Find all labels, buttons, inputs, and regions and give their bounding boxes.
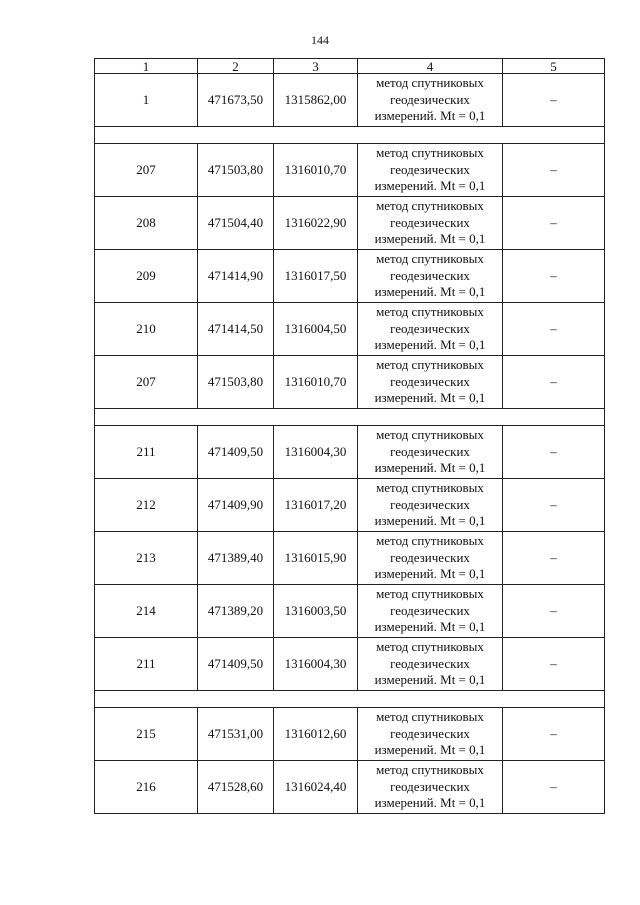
method-line: метод спутниковых [376,427,484,443]
y-coordinate-cell: 1316004,30 [274,426,358,479]
column-header-3: 3 [274,59,358,74]
y-coordinate-cell: 1316012,60 [274,708,358,761]
x-coordinate-cell: 471389,40 [198,532,274,585]
x-coordinate-cell: 471503,80 [198,144,274,197]
method-line: измерений. Mt = 0,1 [374,337,486,353]
y-coordinate-cell: 1316024,40 [274,761,358,814]
method-line: геодезических [390,214,470,230]
table-row [95,532,605,585]
method-cell [358,250,503,303]
point-number-cell: 210 [95,303,198,356]
method-cell [358,426,503,479]
column-header-4: 4 [358,59,503,74]
method-line: метод спутниковых [376,304,484,320]
method-line: измерений. Mt = 0,1 [374,284,486,300]
group-separator-row [95,691,605,708]
point-number-cell: 212 [95,479,198,532]
x-coordinate-cell: 471673,50 [198,74,274,127]
table-body [95,59,605,814]
method-line: геодезических [390,725,470,741]
column-header-1: 1 [95,59,198,74]
method-line: метод спутниковых [376,586,484,602]
note-cell: – [503,585,605,638]
method-line: геодезических [390,655,470,671]
note-cell: – [503,532,605,585]
x-coordinate-cell: 471414,90 [198,250,274,303]
y-coordinate-cell: 1315862,00 [274,74,358,127]
method-line: измерений. Mt = 0,1 [374,390,486,406]
note-cell: – [503,356,605,409]
table-row [95,426,605,479]
method-line: измерений. Mt = 0,1 [374,460,486,476]
method-line: измерений. Mt = 0,1 [374,178,486,194]
y-coordinate-cell: 1316004,30 [274,638,358,691]
table-row [95,356,605,409]
x-coordinate-cell: 471503,80 [198,356,274,409]
group-separator-row [95,409,605,426]
method-line: геодезических [390,496,470,512]
method-line: метод спутниковых [376,762,484,778]
point-number-cell: 216 [95,761,198,814]
point-number-cell: 211 [95,638,198,691]
method-line: измерений. Mt = 0,1 [374,742,486,758]
method-cell [358,197,503,250]
method-line: геодезических [390,373,470,389]
table-row [95,479,605,532]
table-row [95,144,605,197]
note-cell: – [503,144,605,197]
page-number: 144 [311,33,329,47]
method-line: метод спутниковых [376,357,484,373]
method-line: измерений. Mt = 0,1 [374,513,486,529]
point-number-cell: 215 [95,708,198,761]
y-coordinate-cell: 1316017,20 [274,479,358,532]
method-line: геодезических [390,443,470,459]
y-coordinate-cell: 1316017,50 [274,250,358,303]
point-number-cell: 207 [95,356,198,409]
method-line: метод спутниковых [376,533,484,549]
table-row [95,74,605,127]
method-line: измерений. Mt = 0,1 [374,672,486,688]
x-coordinate-cell: 471409,50 [198,638,274,691]
method-cell [358,479,503,532]
point-number-cell: 1 [95,74,198,127]
note-cell: – [503,74,605,127]
point-number-cell: 211 [95,426,198,479]
x-coordinate-cell: 471409,50 [198,426,274,479]
group-separator-row [95,127,605,144]
method-line: метод спутниковых [376,480,484,496]
table-row [95,585,605,638]
y-coordinate-cell: 1316004,50 [274,303,358,356]
method-line: измерений. Mt = 0,1 [374,619,486,635]
method-cell [358,303,503,356]
note-cell: – [503,303,605,356]
table-row [95,250,605,303]
note-cell: – [503,250,605,303]
x-coordinate-cell: 471528,60 [198,761,274,814]
method-line: геодезических [390,161,470,177]
point-number-cell: 214 [95,585,198,638]
method-line: метод спутниковых [376,639,484,655]
method-line: измерений. Mt = 0,1 [374,231,486,247]
method-line: измерений. Mt = 0,1 [374,108,486,124]
point-number-cell: 207 [95,144,198,197]
method-cell [358,532,503,585]
method-cell [358,356,503,409]
y-coordinate-cell: 1316010,70 [274,144,358,197]
note-cell: – [503,708,605,761]
table-row [95,303,605,356]
x-coordinate-cell: 471409,90 [198,479,274,532]
y-coordinate-cell: 1316015,90 [274,532,358,585]
method-line: геодезических [390,320,470,336]
note-cell: – [503,479,605,532]
method-line: метод спутниковых [376,198,484,214]
method-line: метод спутниковых [376,145,484,161]
table-header-row [95,59,605,74]
method-cell [358,585,503,638]
x-coordinate-cell: 471389,20 [198,585,274,638]
group-separator-cell [95,127,605,144]
method-line: измерений. Mt = 0,1 [374,566,486,582]
table-row [95,761,605,814]
y-coordinate-cell: 1316010,70 [274,356,358,409]
method-line: геодезических [390,549,470,565]
method-line: метод спутниковых [376,75,484,91]
column-header-2: 2 [198,59,274,74]
note-cell: – [503,638,605,691]
method-line: метод спутниковых [376,251,484,267]
note-cell: – [503,761,605,814]
x-coordinate-cell: 471504,40 [198,197,274,250]
method-line: измерений. Mt = 0,1 [374,795,486,811]
group-separator-cell [95,409,605,426]
method-cell [358,74,503,127]
method-line: метод спутниковых [376,709,484,725]
point-number-cell: 213 [95,532,198,585]
method-line: геодезических [390,602,470,618]
method-cell [358,761,503,814]
note-cell: – [503,197,605,250]
y-coordinate-cell: 1316022,90 [274,197,358,250]
method-line: геодезических [390,267,470,283]
x-coordinate-cell: 471414,50 [198,303,274,356]
method-line: геодезических [390,91,470,107]
y-coordinate-cell: 1316003,50 [274,585,358,638]
x-coordinate-cell: 471531,00 [198,708,274,761]
table-row [95,708,605,761]
method-cell [358,708,503,761]
column-header-5: 5 [503,59,605,74]
table-row [95,638,605,691]
method-cell [358,638,503,691]
group-separator-cell [95,691,605,708]
method-line: геодезических [390,778,470,794]
point-number-cell: 209 [95,250,198,303]
coordinates-table [94,58,605,814]
table-row [95,197,605,250]
note-cell: – [503,426,605,479]
point-number-cell: 208 [95,197,198,250]
method-cell [358,144,503,197]
